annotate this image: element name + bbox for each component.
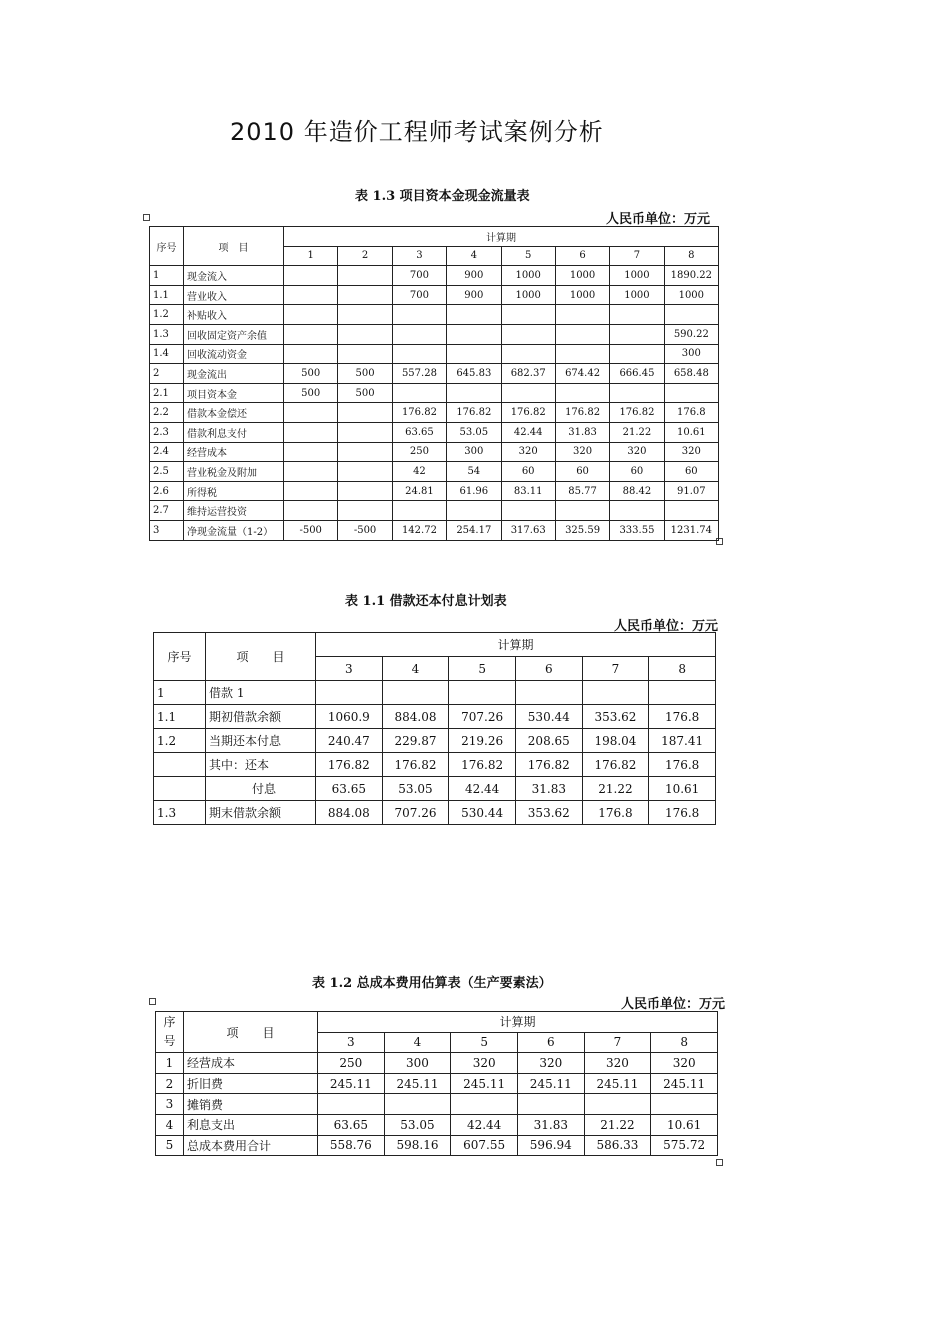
row-value: 176.82 (449, 753, 516, 777)
row-seq: 1 (154, 681, 206, 705)
row-value: 700 (392, 266, 446, 286)
table-row (150, 364, 719, 384)
row-item: 维持运营投资 (184, 501, 284, 521)
row-value: -500 (284, 520, 338, 540)
header-period: 计算期 (318, 1012, 718, 1033)
row-value (338, 462, 392, 482)
table1-handle-tl (143, 214, 150, 221)
row-value (284, 481, 338, 501)
row-value (664, 305, 718, 325)
row-value: 245.11 (384, 1073, 451, 1094)
table-row (154, 777, 716, 801)
row-value (338, 422, 392, 442)
row-value: -500 (338, 520, 392, 540)
period-header: 8 (664, 246, 718, 266)
row-value (284, 266, 338, 286)
row-value: 598.16 (384, 1135, 451, 1156)
row-seq: 5 (156, 1135, 184, 1156)
table1-unit: 人民币单位：万元 (606, 212, 711, 227)
period-header: 6 (517, 1032, 584, 1053)
header-seq: 序号 (156, 1012, 184, 1053)
row-value (338, 442, 392, 462)
row-value: 320 (610, 442, 664, 462)
row-value: 500 (338, 364, 392, 384)
table-row (150, 305, 719, 325)
row-value (392, 344, 446, 364)
row-value: 31.83 (555, 422, 609, 442)
row-item: 回收固定资产余值 (184, 324, 284, 344)
row-value: 176.8 (649, 801, 716, 825)
row-seq: 1.2 (150, 305, 184, 325)
row-value (610, 344, 664, 364)
row-value: 300 (447, 442, 501, 462)
row-value: 245.11 (451, 1073, 518, 1094)
row-value (651, 1094, 718, 1115)
row-value (316, 681, 383, 705)
row-value: 674.42 (555, 364, 609, 384)
row-item: 现金流出 (184, 364, 284, 384)
row-seq: 2.5 (150, 462, 184, 482)
row-value: 320 (584, 1053, 651, 1074)
row-value (284, 462, 338, 482)
row-value: 317.63 (501, 520, 555, 540)
row-item: 经营成本 (184, 442, 284, 462)
page-title: 2010 年造价工程师考试案例分析 (230, 118, 604, 146)
row-value: 245.11 (318, 1073, 385, 1094)
row-value: 500 (284, 364, 338, 384)
row-item: 借款利息支付 (184, 422, 284, 442)
row-value: 88.42 (610, 481, 664, 501)
row-item: 借款本金偿还 (184, 403, 284, 423)
total-cost-table (155, 1011, 718, 1156)
row-value: 54 (447, 462, 501, 482)
row-seq: 2.3 (150, 422, 184, 442)
row-value: 1000 (610, 266, 664, 286)
row-value (284, 305, 338, 325)
row-value: 700 (392, 285, 446, 305)
row-value (501, 324, 555, 344)
table-row (154, 753, 716, 777)
row-value (501, 344, 555, 364)
row-seq: 2.2 (150, 403, 184, 423)
row-value: 63.65 (316, 777, 383, 801)
row-seq: 2 (150, 364, 184, 384)
row-value: 884.08 (316, 801, 383, 825)
row-seq: 1.3 (150, 324, 184, 344)
row-value: 320 (517, 1053, 584, 1074)
table1-caption: 表 1.3 项目资本金现金流量表 (355, 189, 530, 204)
row-value: 176.8 (649, 705, 716, 729)
row-value: 320 (664, 442, 718, 462)
cash-flow-table (149, 226, 719, 541)
row-value: 53.05 (447, 422, 501, 442)
row-item: 净现金流量（1-2） (184, 520, 284, 540)
row-value (284, 285, 338, 305)
table-row (150, 442, 719, 462)
row-value (338, 324, 392, 344)
row-item: 折旧费 (184, 1073, 318, 1094)
row-value (338, 481, 392, 501)
row-value: 645.83 (447, 364, 501, 384)
row-seq: 1.2 (154, 729, 206, 753)
row-value: 333.55 (610, 520, 664, 540)
row-value: 176.8 (664, 403, 718, 423)
row-value: 1060.9 (316, 705, 383, 729)
row-seq: 2.6 (150, 481, 184, 501)
row-item: 回收流动资金 (184, 344, 284, 364)
table-row (154, 801, 716, 825)
row-value: 176.82 (316, 753, 383, 777)
row-value (284, 501, 338, 521)
row-value: 208.65 (515, 729, 582, 753)
loan-repayment-table (153, 632, 716, 825)
table-row (156, 1094, 718, 1115)
row-item: 期初借款余额 (206, 705, 316, 729)
row-value (447, 324, 501, 344)
period-header: 6 (555, 246, 609, 266)
row-value: 60 (501, 462, 555, 482)
period-header: 5 (451, 1032, 518, 1053)
period-header: 4 (447, 246, 501, 266)
row-item: 摊销费 (184, 1094, 318, 1115)
row-item: 所得税 (184, 481, 284, 501)
row-value (284, 344, 338, 364)
period-header: 6 (515, 657, 582, 681)
row-seq: 1.4 (150, 344, 184, 364)
row-value: 530.44 (515, 705, 582, 729)
period-header: 5 (449, 657, 516, 681)
period-header: 5 (501, 246, 555, 266)
row-value: 142.72 (392, 520, 446, 540)
header-item: 项 目 (184, 227, 284, 266)
row-value: 60 (610, 462, 664, 482)
row-value: 176.82 (555, 403, 609, 423)
row-item: 其中：还本 (206, 753, 316, 777)
row-item: 项目资本金 (184, 383, 284, 403)
row-value (501, 383, 555, 403)
row-value (338, 344, 392, 364)
table-row (150, 266, 719, 286)
row-value: 300 (384, 1053, 451, 1074)
row-item: 总成本费用合计 (184, 1135, 318, 1156)
row-value: 254.17 (447, 520, 501, 540)
row-item: 经营成本 (184, 1053, 318, 1074)
row-value: 187.41 (649, 729, 716, 753)
row-value (451, 1094, 518, 1115)
table-row (150, 324, 719, 344)
row-value: 900 (447, 285, 501, 305)
row-value: 1890.22 (664, 266, 718, 286)
table-row (150, 344, 719, 364)
row-value: 320 (451, 1053, 518, 1074)
row-value (338, 501, 392, 521)
row-value (610, 324, 664, 344)
row-value (284, 442, 338, 462)
row-value: 658.48 (664, 364, 718, 384)
header-period: 计算期 (284, 227, 719, 247)
row-value: 500 (284, 383, 338, 403)
row-seq: 3 (156, 1094, 184, 1115)
row-item: 营业税金及附加 (184, 462, 284, 482)
row-value (501, 305, 555, 325)
row-value (515, 681, 582, 705)
row-seq: 2 (156, 1073, 184, 1094)
row-value (392, 305, 446, 325)
period-header: 3 (392, 246, 446, 266)
row-value: 219.26 (449, 729, 516, 753)
row-value (610, 383, 664, 403)
row-value: 176.8 (582, 801, 649, 825)
table-row (150, 462, 719, 482)
row-value: 707.26 (382, 801, 449, 825)
header-period: 计算期 (316, 633, 716, 657)
row-value: 353.62 (515, 801, 582, 825)
row-value: 83.11 (501, 481, 555, 501)
header-seq: 序号 (154, 633, 206, 681)
row-value: 42.44 (449, 777, 516, 801)
table3-handle-tl (149, 998, 156, 1005)
row-value: 10.61 (651, 1114, 718, 1135)
table-row (156, 1073, 718, 1094)
period-header: 3 (318, 1032, 385, 1053)
row-value (610, 305, 664, 325)
row-value: 176.82 (582, 753, 649, 777)
period-header: 7 (584, 1032, 651, 1053)
row-seq: 1.3 (154, 801, 206, 825)
table-row (150, 422, 719, 442)
row-value (384, 1094, 451, 1115)
row-value: 60 (555, 462, 609, 482)
row-value: 85.77 (555, 481, 609, 501)
row-value: 300 (664, 344, 718, 364)
row-item: 借款 1 (206, 681, 316, 705)
row-item: 补贴收入 (184, 305, 284, 325)
row-value (392, 501, 446, 521)
row-value (449, 681, 516, 705)
row-value: 176.82 (382, 753, 449, 777)
row-value: 176.8 (649, 753, 716, 777)
period-header: 4 (384, 1032, 451, 1053)
row-value: 590.22 (664, 324, 718, 344)
row-value: 325.59 (555, 520, 609, 540)
row-value: 21.22 (582, 777, 649, 801)
row-value (584, 1094, 651, 1115)
table2-caption: 表 1.1 借款还本付息计划表 (345, 594, 507, 609)
row-value: 353.62 (582, 705, 649, 729)
row-value: 530.44 (449, 801, 516, 825)
row-value: 245.11 (517, 1073, 584, 1094)
row-value: 10.61 (649, 777, 716, 801)
row-value: 607.55 (451, 1135, 518, 1156)
row-value (284, 422, 338, 442)
row-value (338, 305, 392, 325)
period-header: 8 (651, 1032, 718, 1053)
row-seq: 2.1 (150, 383, 184, 403)
row-value: 1000 (610, 285, 664, 305)
row-seq: 1.1 (154, 705, 206, 729)
row-seq: 1 (150, 266, 184, 286)
table-row (150, 403, 719, 423)
row-value: 575.72 (651, 1135, 718, 1156)
header-seq: 序号 (150, 227, 184, 266)
row-value: 320 (651, 1053, 718, 1074)
row-value (382, 681, 449, 705)
table-row (150, 520, 719, 540)
row-value (610, 501, 664, 521)
row-seq (154, 753, 206, 777)
period-header: 3 (316, 657, 383, 681)
row-seq: 1.1 (150, 285, 184, 305)
row-value: 245.11 (584, 1073, 651, 1094)
row-value (392, 383, 446, 403)
period-header: 1 (284, 246, 338, 266)
row-value (318, 1094, 385, 1115)
row-value: 1231.74 (664, 520, 718, 540)
row-value: 1000 (501, 266, 555, 286)
row-seq: 2.4 (150, 442, 184, 462)
row-value: 320 (501, 442, 555, 462)
row-value: 557.28 (392, 364, 446, 384)
row-seq: 2.7 (150, 501, 184, 521)
table-row (154, 681, 716, 705)
table-row (150, 501, 719, 521)
row-value: 53.05 (382, 777, 449, 801)
row-value: 91.07 (664, 481, 718, 501)
row-value: 1000 (555, 285, 609, 305)
table-row (150, 383, 719, 403)
row-value: 176.82 (392, 403, 446, 423)
table3-unit: 人民币单位：万元 (621, 997, 726, 1012)
row-value (582, 681, 649, 705)
table-row (156, 1135, 718, 1156)
row-value: 884.08 (382, 705, 449, 729)
row-item: 当期还本付息 (206, 729, 316, 753)
table3-handle-br (716, 1159, 723, 1166)
row-value (649, 681, 716, 705)
row-value: 31.83 (517, 1114, 584, 1135)
row-value: 10.61 (664, 422, 718, 442)
period-header: 7 (610, 246, 664, 266)
row-value (447, 305, 501, 325)
header-item: 项 目 (206, 633, 316, 681)
row-value: 21.22 (584, 1114, 651, 1135)
table2-unit: 人民币单位：万元 (614, 619, 719, 634)
row-value: 900 (447, 266, 501, 286)
row-value: 707.26 (449, 705, 516, 729)
row-value: 24.81 (392, 481, 446, 501)
table-row (150, 285, 719, 305)
period-header: 2 (338, 246, 392, 266)
row-value: 586.33 (584, 1135, 651, 1156)
row-value: 240.47 (316, 729, 383, 753)
row-value: 42.44 (451, 1114, 518, 1135)
row-value (555, 305, 609, 325)
row-value (338, 266, 392, 286)
row-value: 1000 (664, 285, 718, 305)
row-value: 682.37 (501, 364, 555, 384)
row-value (555, 324, 609, 344)
header-item: 项 目 (184, 1012, 318, 1053)
row-value: 1000 (555, 266, 609, 286)
row-value (447, 501, 501, 521)
row-value: 666.45 (610, 364, 664, 384)
row-seq: 4 (156, 1114, 184, 1135)
row-value (338, 285, 392, 305)
table-row (154, 729, 716, 753)
row-value: 250 (318, 1053, 385, 1074)
row-value (517, 1094, 584, 1115)
period-header: 8 (649, 657, 716, 681)
row-value: 176.82 (501, 403, 555, 423)
table-row (154, 705, 716, 729)
row-value (284, 403, 338, 423)
row-value: 42.44 (501, 422, 555, 442)
row-value (284, 324, 338, 344)
row-value: 198.04 (582, 729, 649, 753)
row-value: 558.76 (318, 1135, 385, 1156)
row-item: 现金流入 (184, 266, 284, 286)
row-value (555, 501, 609, 521)
period-header: 4 (382, 657, 449, 681)
row-value: 53.05 (384, 1114, 451, 1135)
row-value (501, 501, 555, 521)
row-value: 245.11 (651, 1073, 718, 1094)
table-row (156, 1114, 718, 1135)
row-value (664, 501, 718, 521)
row-value (447, 344, 501, 364)
row-value: 63.65 (392, 422, 446, 442)
row-item: 利息支出 (184, 1114, 318, 1135)
row-value: 63.65 (318, 1114, 385, 1135)
row-value (338, 403, 392, 423)
row-value (555, 383, 609, 403)
row-value: 176.82 (447, 403, 501, 423)
row-value: 60 (664, 462, 718, 482)
row-value: 176.82 (515, 753, 582, 777)
period-header: 7 (582, 657, 649, 681)
row-value: 596.94 (517, 1135, 584, 1156)
row-value: 31.83 (515, 777, 582, 801)
row-value: 229.87 (382, 729, 449, 753)
row-item: 付息 (206, 777, 316, 801)
row-seq (154, 777, 206, 801)
table-row (156, 1053, 718, 1074)
row-seq: 1 (156, 1053, 184, 1074)
row-value: 42 (392, 462, 446, 482)
row-item: 营业收入 (184, 285, 284, 305)
row-value: 1000 (501, 285, 555, 305)
row-value (447, 383, 501, 403)
row-value: 21.22 (610, 422, 664, 442)
row-value: 250 (392, 442, 446, 462)
row-value (392, 324, 446, 344)
row-value: 500 (338, 383, 392, 403)
row-value (664, 383, 718, 403)
table-row (150, 481, 719, 501)
row-seq: 3 (150, 520, 184, 540)
row-value: 176.82 (610, 403, 664, 423)
row-value (555, 344, 609, 364)
row-item: 期末借款余额 (206, 801, 316, 825)
row-value: 320 (555, 442, 609, 462)
row-value: 61.96 (447, 481, 501, 501)
table3-caption: 表 1.2 总成本费用估算表（生产要素法） (312, 976, 552, 991)
